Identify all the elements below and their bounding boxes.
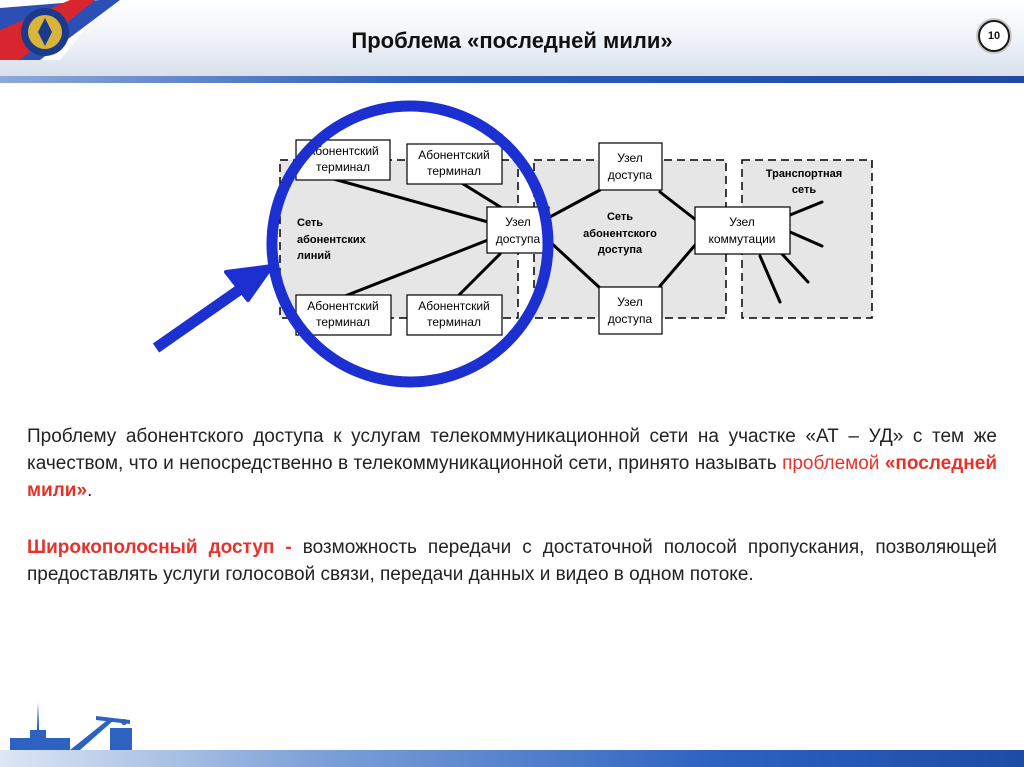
access-node-top-line1: Узел — [617, 151, 643, 165]
access-network-label-2: абонентского — [583, 228, 657, 240]
switching-node-line1: Узел — [729, 215, 755, 229]
slide-title: Проблема «последней мили» — [351, 28, 673, 53]
broadband-definition: возможность передачи с достаточной полосой пропускания, позволяющей предоставлять услуги голосовой связи, передачи данных и видео в одном потоке. — [27, 537, 997, 585]
access-node-bottom-line2: доступа — [607, 312, 653, 326]
terminal-3-line1: Абонентский — [307, 299, 379, 313]
paragraph1-text: Проблему абонентского доступа к услугам телекоммуникационной сети на участке «АТ – УД» с тем же качеством, что и непосредственно в телекоммуникационной сети, принято называть — [27, 426, 997, 474]
terminal-1-line2: терминал — [316, 160, 370, 174]
paragraph-last-mile — [27, 423, 997, 504]
last-mile-diagram — [0, 90, 1024, 390]
header-divider — [0, 76, 1024, 83]
subscriber-network-label-2: абонентских — [297, 234, 366, 246]
broadband-term: Широкополосный доступ - — [27, 537, 303, 558]
paragraph-broadband — [27, 534, 997, 588]
switching-node-line2: коммутации — [708, 232, 776, 246]
terminal-4-line1: Абонентский — [418, 299, 490, 313]
terminal-4-line2: терминал — [427, 315, 481, 329]
terminal-3-line2: терминал — [316, 315, 370, 329]
city-skyline-icon — [0, 690, 160, 750]
subscriber-network-label-3: линий — [297, 250, 331, 262]
footer-bar — [0, 750, 1024, 767]
access-node-top-line2: доступа — [607, 168, 653, 182]
access-network-label-3: доступа — [597, 244, 643, 256]
paragraph1-red-bold-term: «последней мили» — [27, 453, 997, 501]
access-node-center-line1: Узел — [505, 215, 531, 229]
page-number-badge: 10 — [978, 20, 1010, 52]
access-node-center-line2: доступа — [495, 232, 541, 246]
access-node-bottom-line1: Узел — [617, 295, 643, 309]
terminal-2-line1: Абонентский — [418, 148, 490, 162]
transport-network-label-2: сеть — [791, 184, 817, 196]
access-network-label-1: Сеть — [606, 211, 634, 223]
subscriber-network-label-1: Сеть — [297, 217, 324, 229]
paragraph1-red-term: проблемой — [782, 453, 880, 474]
terminal-2-line2: терминал — [427, 164, 481, 178]
terminal-1-line1: Абонентский — [307, 144, 379, 158]
highlight-arrow-shaft — [156, 288, 242, 348]
paragraph1-end: . — [87, 480, 93, 501]
transport-network-label-1: Транспортная — [765, 168, 843, 180]
